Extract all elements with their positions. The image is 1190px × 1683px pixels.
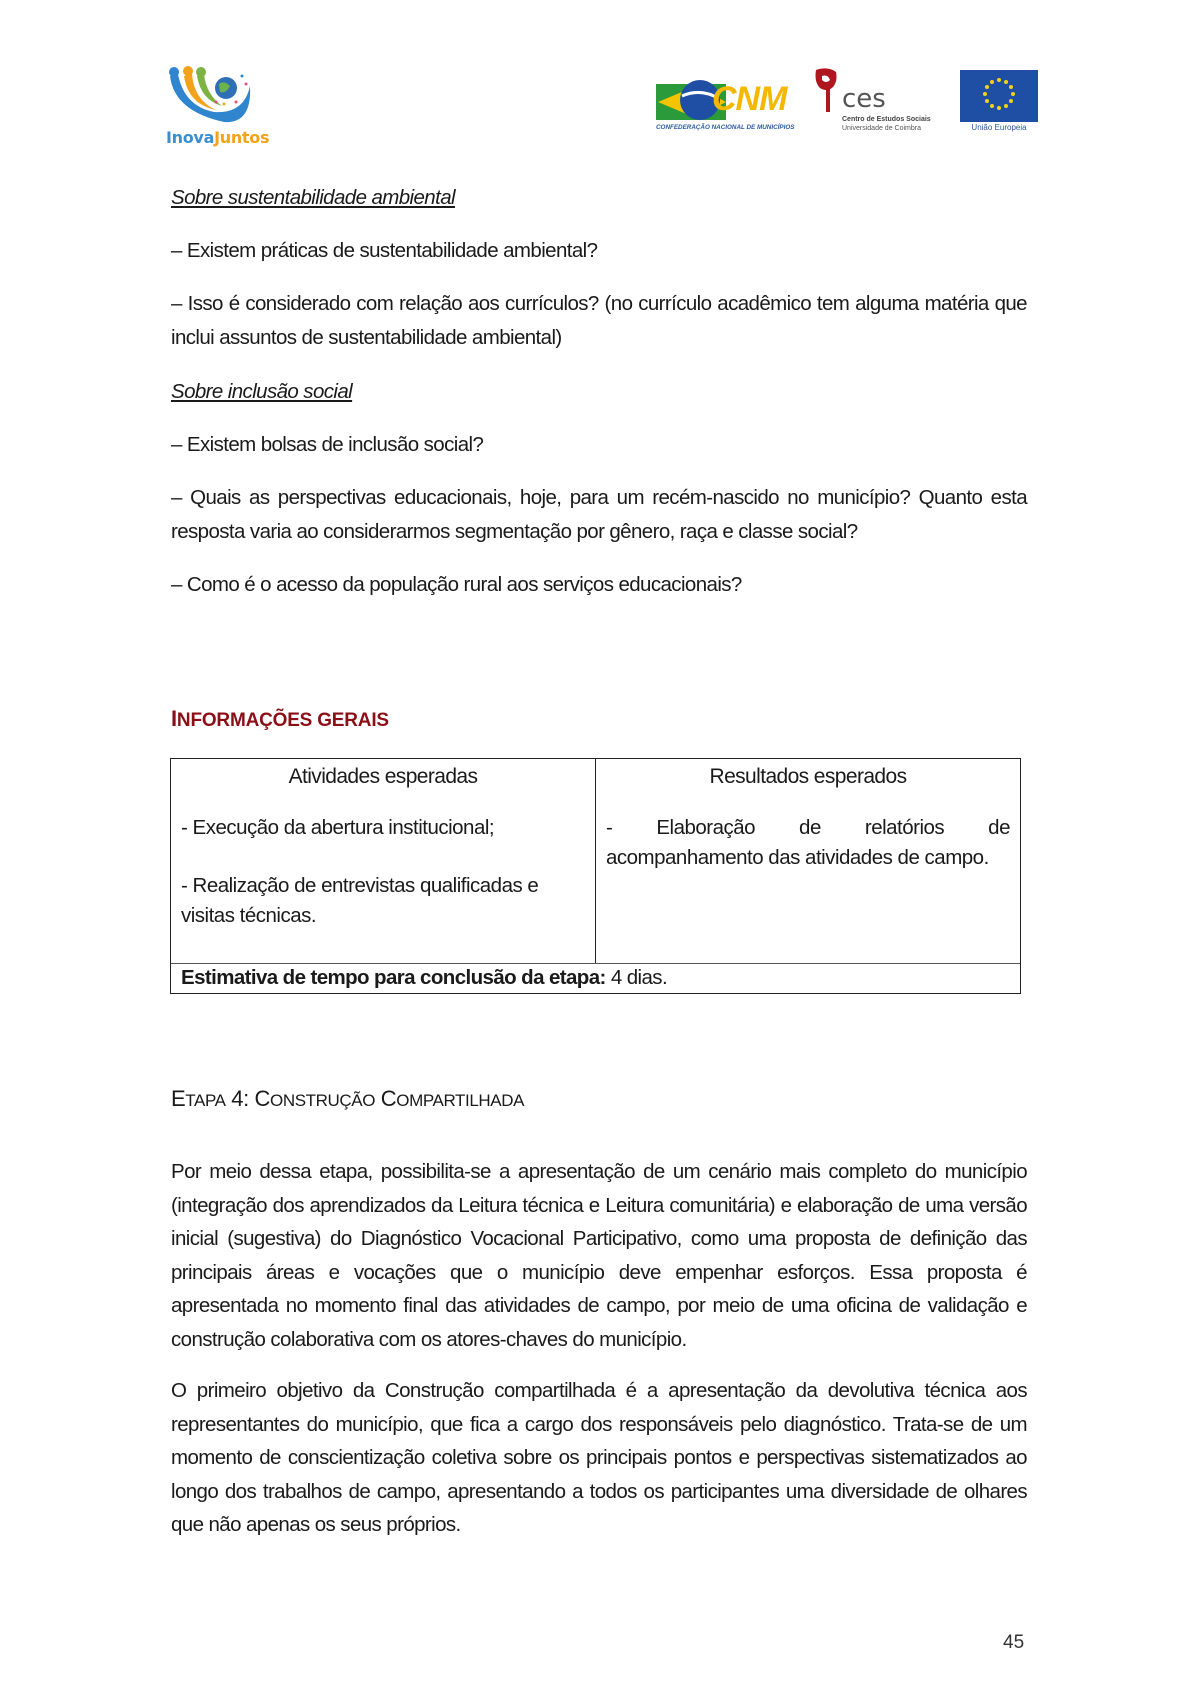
inovajuntos-wordmark: InovaJuntos <box>166 128 270 147</box>
page-number: 45 <box>1003 1632 1025 1653</box>
result-item: - Elaboração de relatórios de acompanhamento das atividades de campo. <box>606 816 1010 869</box>
activities-header: Atividades esperadas <box>288 765 478 788</box>
question-item: – Quais as perspectivas educacionais, hoje, para um recém-nascido no município? Quanto esta resposta varia ao considerarmos segmentação por gênero, raça e classe social? <box>171 486 1027 543</box>
cnm-subtitle: CONFEDERAÇÃO NACIONAL DE MUNICÍPIOS <box>656 124 795 131</box>
question-item: – Como é o acesso da população rural aos serviços educacionais? <box>171 573 742 596</box>
question-item: – Existem práticas de sustentabilidade ambiental? <box>171 239 598 262</box>
time-estimate-row <box>171 963 1020 993</box>
results-column <box>596 759 1020 963</box>
eu-logo <box>960 70 1038 134</box>
informacoes-table <box>170 758 1021 994</box>
inovajuntos-emblem-icon <box>164 66 264 128</box>
time-estimate-value: 4 dias. <box>605 966 668 989</box>
section-heading-informacoes: INFORMAÇÕES GERAIS <box>171 706 389 731</box>
results-header: Resultados esperados <box>709 765 907 788</box>
inovajuntos-logo <box>164 66 270 150</box>
ces-emblem-icon <box>812 66 844 114</box>
ces-line1: Centro de Estudos Sociais <box>842 116 931 123</box>
question-item: – Isso é considerado com relação aos currículos? (no currículo acadêmico tem alguma matéria que inclui assuntos de sustentabilidade ambiental) <box>171 292 1027 349</box>
activity-item: - Execução da abertura institucional; <box>181 816 495 839</box>
body-paragraph: Por meio dessa etapa, possibilita-se a apresentação de um cenário mais completo do município (integração dos aprendizados da Leitura técnica e Leitura comunitária) e elaboração de uma versão inicial (sugestiva) do Diagnóstico Vocacional Participativo, como uma proposta de definição das principais áreas e vocações que o município deve empenhar esforços. Essa proposta é apresentada no momento final das atividades de campo, por meio de uma oficina de validação e construção colaborativa com os atores-chaves do município. <box>171 1160 1027 1351</box>
activities-column <box>171 759 596 963</box>
body-paragraph: O primeiro objetivo da Construção compartilhada é a apresentação da devolutiva técnica aos representantes do município, que fica a cargo dos responsáveis pelo diagnóstico. Trata-se de um momento de conscientização coletiva sobre os principais pontos e perspectivas sistematizados ao longo dos trabalhos de campo, apresentando a todos os participantes uma diversidade de olhares que não apenas os seus próprios. <box>171 1379 1027 1536</box>
question-item: – Existem bolsas de inclusão social? <box>171 433 484 456</box>
eu-flag-icon <box>960 70 1038 122</box>
subheading-inclusao: Sobre inclusão social <box>171 380 353 403</box>
ces-line2: Universidade de Coimbra <box>842 125 921 132</box>
time-estimate-label: Estimativa de tempo para conclusão da etapa: <box>181 966 606 989</box>
ces-logo <box>812 66 932 136</box>
activity-item: - Realização de entrevistas qualificadas e visitas técnicas. <box>181 874 539 927</box>
cnm-logo <box>656 76 795 136</box>
section-heading-etapa4: ETAPA 4: CONSTRUÇÃO COMPARTILHADA <box>171 1086 525 1111</box>
ces-wordmark: ces <box>842 84 886 114</box>
subheading-sustentabilidade: Sobre sustentabilidade ambiental <box>171 186 455 209</box>
cnm-wordmark: CNM <box>712 80 787 118</box>
eu-label: União Europeia <box>971 123 1027 132</box>
